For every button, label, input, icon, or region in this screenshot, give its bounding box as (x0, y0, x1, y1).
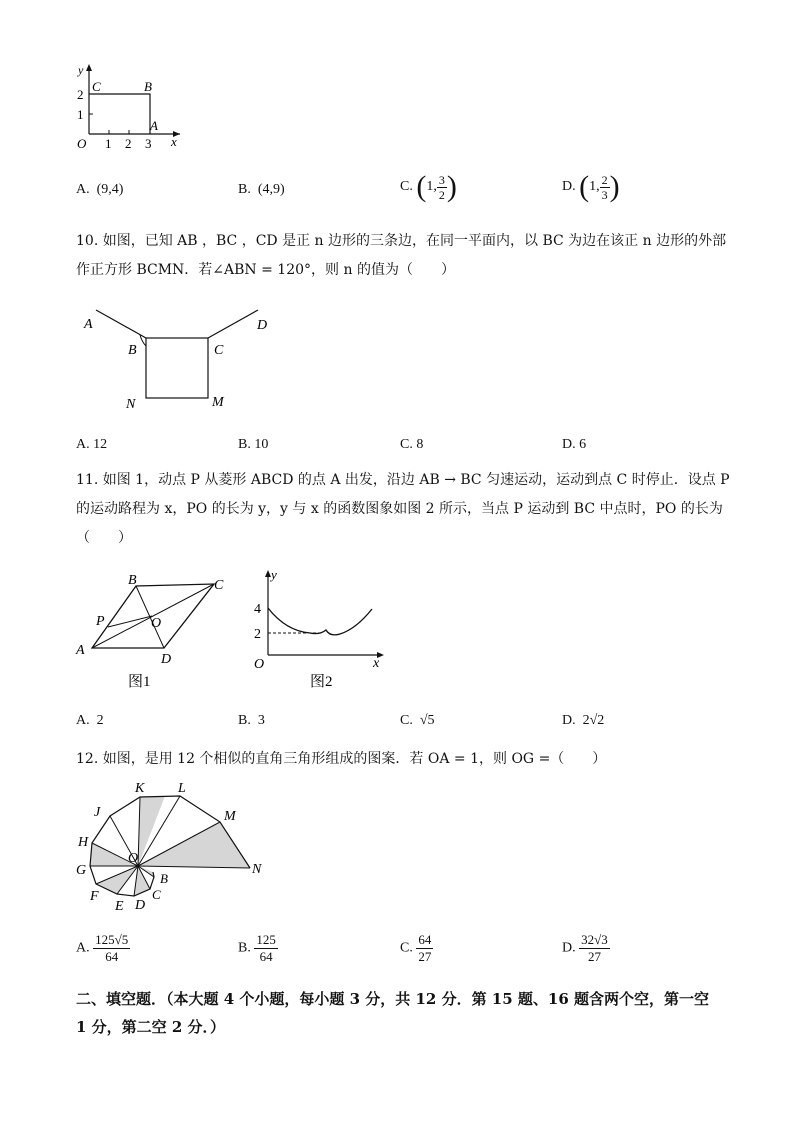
q9-option-a[interactable]: A. (9,4) (76, 182, 124, 197)
q9-option-c[interactable]: C. (1, $\frac{3}{2}$ ) (400, 170, 457, 203)
q9-option-d-fraction: $\frac{2}{3}$ (601, 172, 608, 202)
q11-figure2-graph (248, 565, 393, 695)
q9-xtick-3: 3 (145, 136, 152, 151)
q12-shade-ofe (96, 866, 138, 894)
q10-label-a: A (84, 317, 93, 332)
q12-label-b: B (160, 871, 168, 886)
q10-option-b[interactable]: B. 10 (238, 437, 269, 452)
q11-fig1-label-p: P (96, 614, 105, 629)
q12-label-h: H (78, 835, 89, 850)
q10-label-b: B (128, 343, 137, 358)
q11-fig1-label-b: B (128, 573, 137, 588)
q11-option-b[interactable]: B. 3 (238, 713, 265, 728)
q11-fig2-caption: 图2 (310, 674, 333, 690)
q11-fig2-label-y: y (271, 567, 277, 582)
q12-label-c: C (152, 887, 161, 902)
q9-point-a: A (150, 118, 158, 133)
q9-option-d[interactable]: D. (1, $\frac{2}{3}$ ) (562, 170, 620, 203)
q10-label-d: D (257, 318, 268, 333)
q11-graph-curve (268, 608, 372, 635)
q12-label-k: K (135, 781, 145, 796)
q10-option-d[interactable]: D. 6 (562, 437, 587, 452)
q9-xtick-2: 2 (125, 136, 132, 151)
q11-fig1-label-a: A (76, 643, 85, 658)
q12-text-line1: 12. 如图，是用 12 个相似的直角三角形组成的图案．若 OA = 1，则 OG =（ ） (76, 751, 607, 767)
q11-option-d[interactable]: D. 2√2 (562, 713, 605, 728)
q11-text-line3: （ ） (76, 530, 132, 546)
q10-text-line1: 10. 如图，已知 AB ，BC ，CD 是正 n 边形的三条边，在同一平面内，以 BC 为边在该正 n 边形的外部 (76, 233, 727, 249)
q12-option-a[interactable]: A. $\frac{125√5}{64}$ (76, 932, 129, 964)
q11-fig1-caption: 图1 (128, 674, 151, 690)
q11-option-b-value: 3 (257, 713, 265, 728)
q9-y-label: y (78, 63, 84, 77)
q12-label-m: M (224, 809, 236, 824)
q9-xtick-1: 1 (105, 136, 112, 151)
q12-option-b[interactable]: B. $\frac{125}{64}$ (238, 932, 276, 964)
q10-text-line2: 作正方形 BCMN．若∠ABN = 120°，则 n 的值为（ ） (76, 262, 455, 278)
q12-option-c-fraction: $\frac{64}{27}$ (418, 932, 432, 964)
q9-tick-2: 2 (77, 87, 84, 102)
q9-y-arrow (86, 64, 92, 71)
q12-label-l: L (178, 781, 186, 796)
q9-option-b[interactable]: B. (4,9) (238, 182, 285, 197)
q11-fig1-label-o: O (151, 616, 162, 631)
q11-fig2-label-o: O (254, 657, 265, 672)
q12-option-d-fraction: $\frac{32√3}{27}$ (581, 932, 608, 964)
q10-option-c[interactable]: C. 8 (400, 437, 424, 452)
q10-option-a[interactable]: A. 12 (76, 437, 108, 452)
q12-label-f: F (90, 889, 99, 904)
q9-tick-1: 1 (77, 107, 84, 122)
q9-point-b: B (144, 79, 152, 94)
q9-option-a-value: (9,4) (96, 182, 124, 197)
q12-shade-omn (138, 822, 250, 868)
q12-label-g: G (76, 863, 87, 878)
q12-label-d: D (135, 898, 146, 913)
q11-fig1-label-c: C (214, 578, 224, 593)
q10-label-n: N (126, 397, 136, 412)
q10-edge-cd (208, 310, 258, 338)
q11-text-line1: 11. 如图 1，动点 P 从菱形 ABCD 的点 A 出发，沿边 AB → BC 匀速运动，运动到点 C 时停止．设点 P (76, 472, 730, 488)
q11-fig2-label-x: x (373, 656, 380, 671)
q11-fig2-tick-2: 2 (254, 627, 261, 642)
q9-rectangle (89, 94, 150, 134)
q12-option-b-fraction: $\frac{125}{64}$ (256, 932, 276, 964)
q9-option-b-value: (4,9) (257, 182, 285, 197)
q11-fig2-tick-4: 4 (254, 602, 261, 617)
q9-coordinate-figure (70, 60, 190, 155)
q9-x-label: x (171, 134, 177, 149)
q11-figure1-rhombus (72, 570, 242, 695)
q10-label-c: C (214, 343, 224, 358)
q11-option-c-value: √5 (419, 713, 435, 728)
q12-label-n: N (252, 862, 262, 877)
q11-option-c[interactable]: C. √5 (400, 713, 435, 728)
q10-figure (80, 302, 280, 417)
q12-option-a-fraction: $\frac{125√5}{64}$ (95, 932, 129, 964)
q9-option-c-fraction: $\frac{3}{2}$ (438, 172, 445, 202)
q10-square-bcmn (146, 338, 208, 398)
q11-option-a-value: 2 (96, 713, 104, 728)
q11-option-a[interactable]: A. 2 (76, 713, 104, 728)
q12-option-c[interactable]: C. $\frac{64}{27}$ (400, 932, 432, 964)
q12-label-j: J (94, 805, 101, 820)
q11-text-line2: 的运动路程为 x，PO 的长为 y，y 与 x 的函数图象如图 2 所示，当点 P 运动到 BC 中点时，PO 的长为 (76, 501, 723, 517)
section2-heading-line2: 1 分，第二空 2 分．） (76, 1018, 226, 1036)
q11-segment-po (108, 616, 152, 627)
q12-spiral-figure (72, 776, 272, 916)
q12-option-d[interactable]: D. $\frac{32√3}{27}$ (562, 932, 608, 964)
q11-fig1-label-d: D (161, 652, 172, 667)
q10-label-m: M (212, 395, 224, 410)
q9-point-c: C (92, 79, 101, 94)
q9-origin-label: O (77, 136, 87, 151)
q12-label-e: E (115, 899, 124, 914)
section2-heading-line1: 二、填空题．（本大题 4 个小题，每小题 3 分，共 12 分．第 15 题、16 题含两个空，第一空 (76, 990, 709, 1008)
q12-label-o: O (128, 851, 139, 866)
q10-edge-ab (96, 310, 146, 338)
q11-option-d-value: 2√2 (582, 713, 605, 728)
